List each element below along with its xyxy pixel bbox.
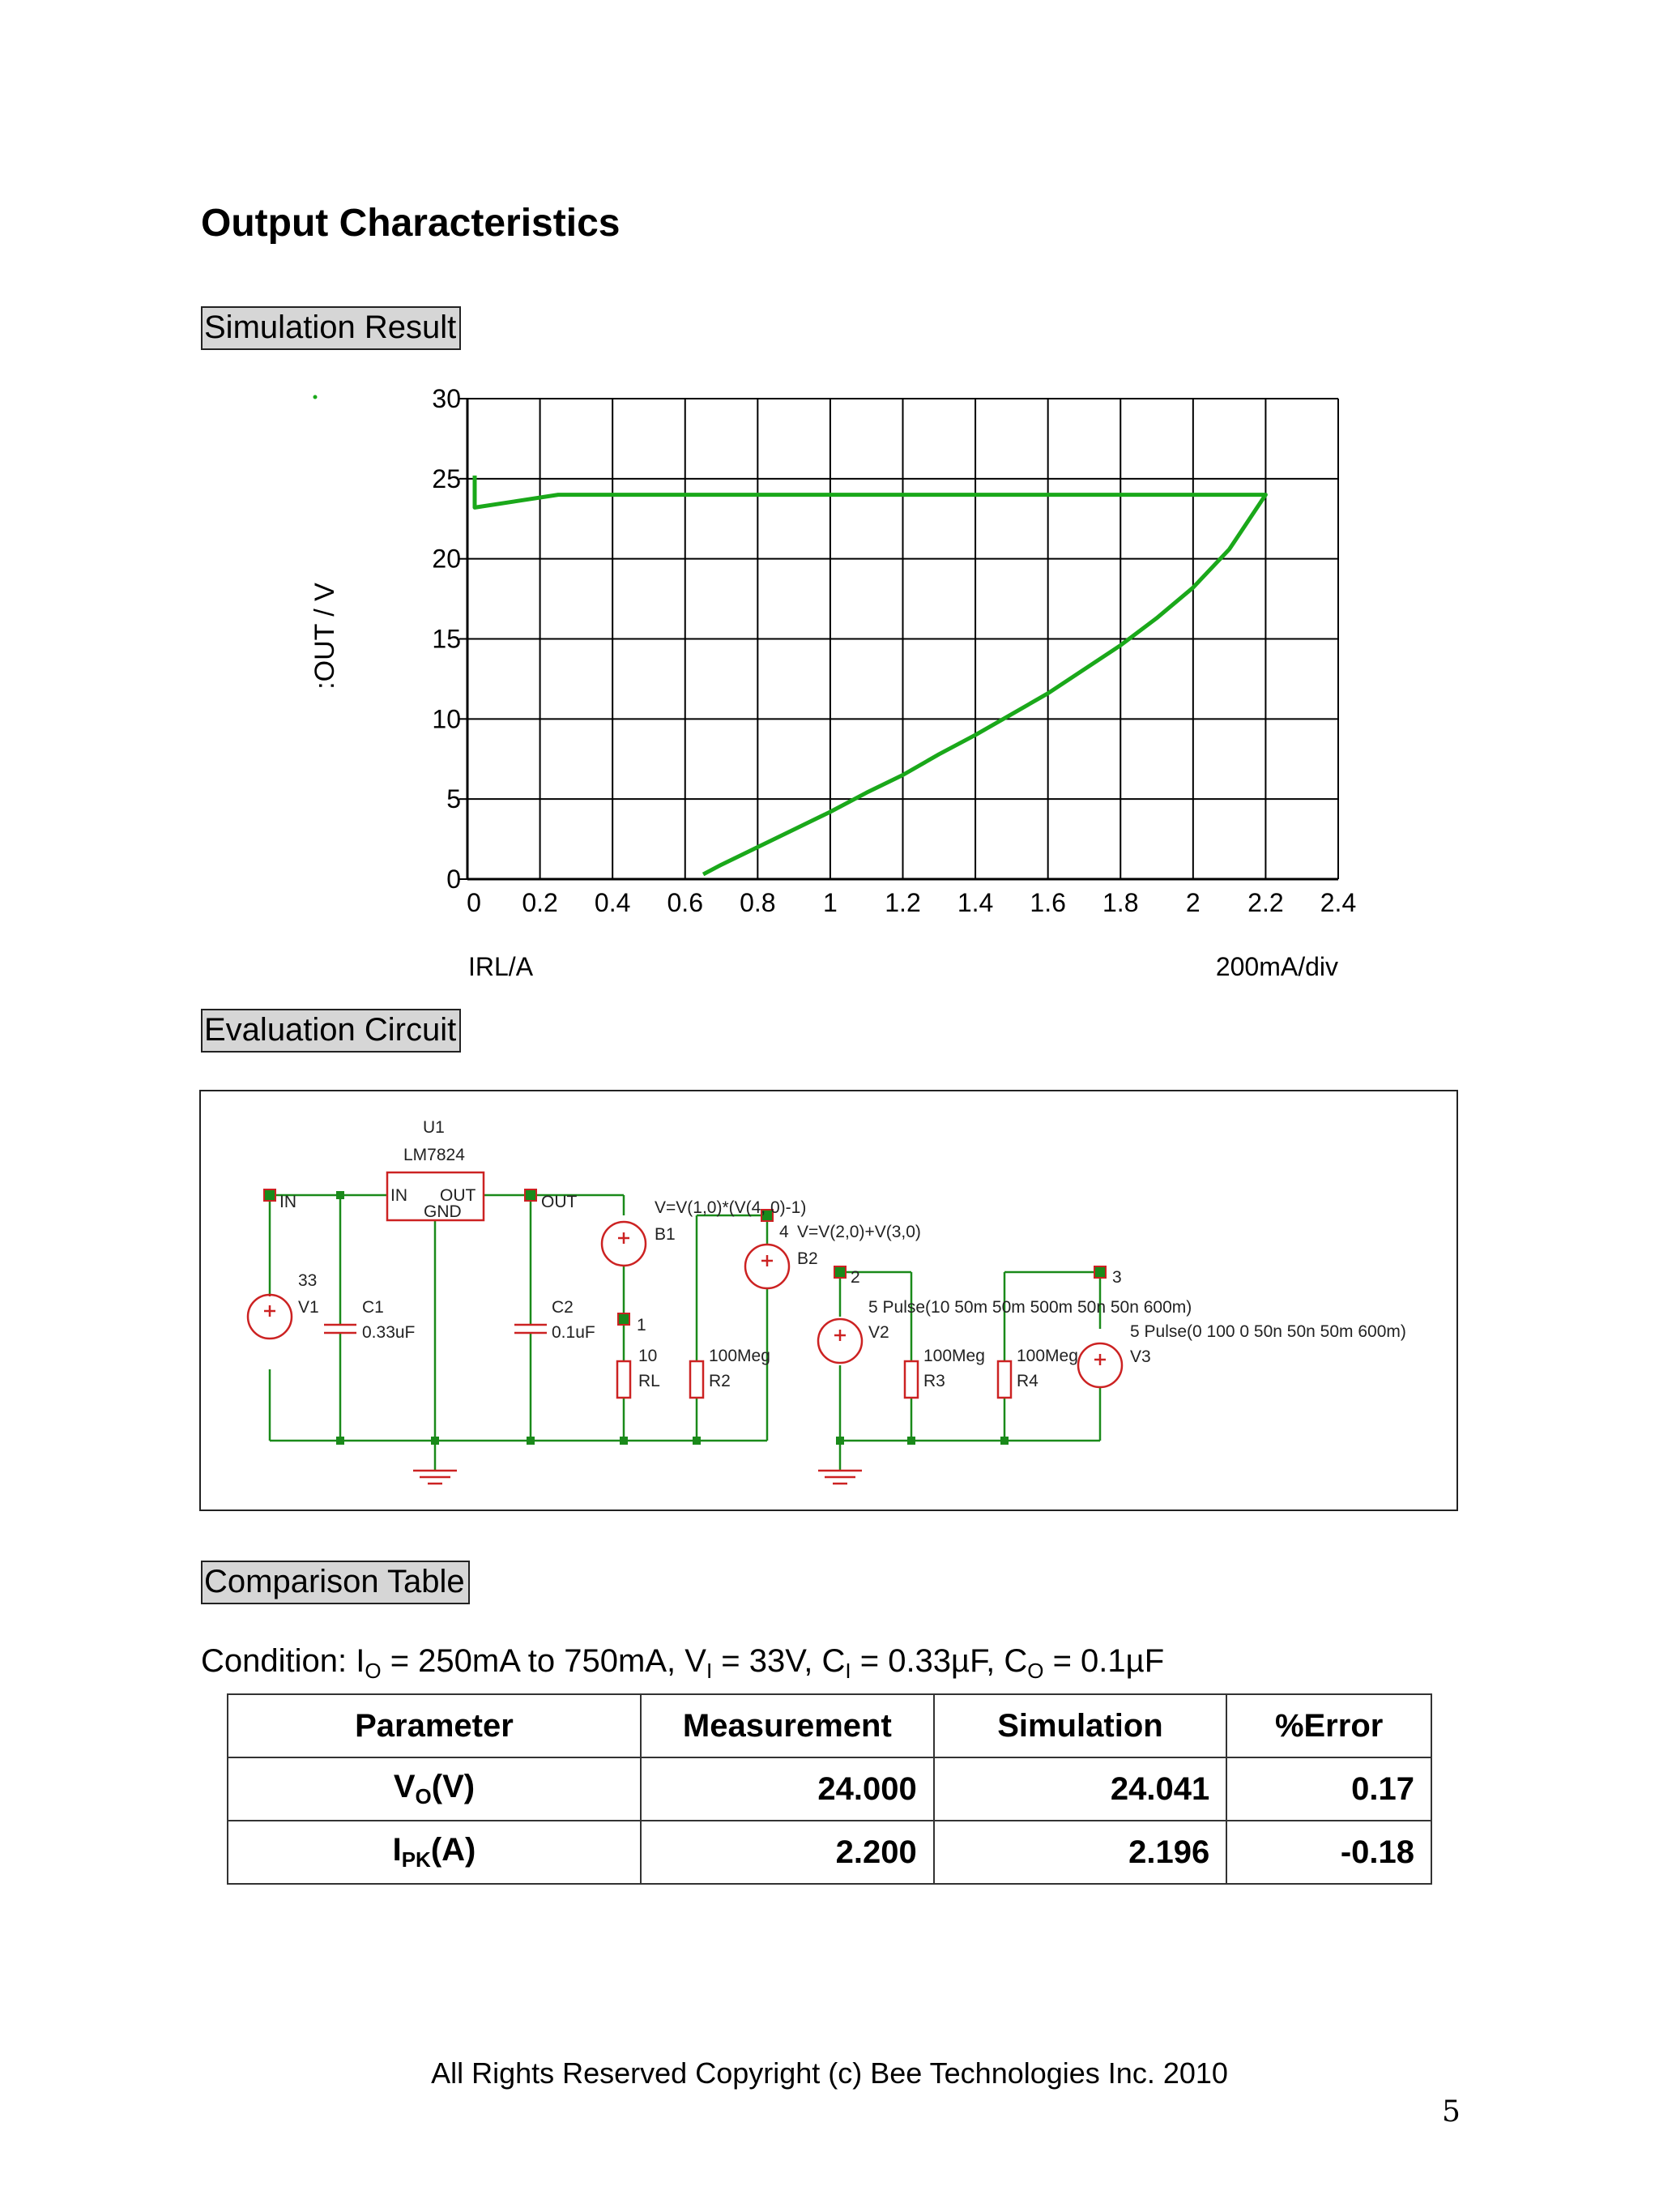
r4-label: R4 [1017, 1372, 1038, 1390]
x-tick-label: 0.8 [740, 888, 776, 917]
param-cell: $I_{PK}(A)$ [228, 1821, 641, 1884]
y-tick-label: 30 [432, 384, 461, 413]
x-tick-label: 0 [467, 888, 481, 917]
table-header-row [228, 1694, 1431, 1757]
y-tick-label: 25 [432, 463, 461, 493]
header-parameter: Parameter [228, 1694, 641, 1757]
v3-value: 5 Pulse(0 100 0 50n 50n 50m 600m) [1130, 1322, 1406, 1341]
x-tick-label: 2.4 [1320, 888, 1357, 917]
x-tick-label: 0.2 [522, 888, 558, 917]
v1-label: V1 [298, 1298, 319, 1317]
v1-value: 33 [298, 1271, 318, 1290]
x-tick-label: 1 [823, 888, 838, 917]
x-tick-label: 2 [1185, 888, 1201, 917]
c1-label: C1 [362, 1298, 384, 1317]
r3-value: 100Meg [923, 1347, 985, 1365]
b1-expression: V=V(1,0)*(V(4, 0)-1) [655, 1198, 807, 1217]
param-cell: $V_O(V)$ [228, 1757, 641, 1821]
simulation-cell: 2.196 [934, 1821, 1227, 1884]
rl-value: 10 [638, 1347, 658, 1365]
header-error: %Error [1226, 1694, 1431, 1757]
u1-pin-out: OUT [440, 1186, 476, 1205]
b2-label: B2 [797, 1249, 818, 1268]
r4-value: 100Meg [1017, 1347, 1078, 1365]
x-tick-label: 2.2 [1247, 888, 1284, 917]
table-row [228, 1757, 1431, 1821]
simulation-cell: 24.041 [934, 1757, 1227, 1821]
r2-label: R2 [709, 1372, 731, 1390]
section-evaluation-circuit: Evaluation Circuit [201, 1009, 461, 1053]
r3-label: R3 [923, 1372, 945, 1390]
table-row [228, 1821, 1431, 1884]
r2-value: 100Meg [709, 1347, 770, 1365]
y-tick-label: 5 [446, 784, 461, 814]
page-title: Output Characteristics [201, 202, 621, 245]
v2-label: V2 [868, 1323, 889, 1342]
scale-note: 200mA/div [1215, 952, 1338, 981]
error-cell: -0.18 [1226, 1821, 1431, 1884]
u1-part-label: LM7824 [403, 1146, 465, 1164]
comparison-table [227, 1693, 1432, 1885]
footer-copyright: All Rights Reserved Copyright (c) Bee Technologies Inc. 2010 [431, 2056, 1228, 2090]
b2-expression: V=V(2,0)+V(3,0) [797, 1223, 921, 1241]
x-tick-label: 1.8 [1102, 888, 1139, 917]
node-2-label: 2 [851, 1268, 860, 1287]
c2-label: C2 [552, 1298, 574, 1317]
x-axis-label: IRL/A [468, 952, 534, 981]
y-tick-label: 0 [446, 865, 461, 894]
net-out-label: OUT [541, 1193, 578, 1211]
node-1-label: 1 [637, 1316, 646, 1334]
v2-value: 5 Pulse(10 50m 50m 500m 50n 50n 600m) [868, 1298, 1192, 1317]
section-comparison-table: Comparison Table [201, 1561, 470, 1604]
c2-value: 0.1uF [552, 1323, 595, 1342]
u1-pin-in: IN [390, 1186, 407, 1205]
rl-label: RL [638, 1372, 660, 1390]
y-tick-label: 10 [432, 704, 461, 734]
u1-label: U1 [423, 1118, 445, 1137]
x-tick-label: 1.2 [885, 888, 921, 917]
node-3-label: 3 [1112, 1268, 1122, 1287]
error-cell: 0.17 [1226, 1757, 1431, 1821]
header-measurement: Measurement [641, 1694, 934, 1757]
x-tick-label: 0.4 [594, 888, 631, 917]
x-tick-label: 0.6 [667, 888, 703, 917]
section-simulation-result: Simulation Result [201, 306, 461, 350]
page-number: 5 [1442, 2095, 1461, 2129]
v3-label: V3 [1130, 1347, 1151, 1366]
node-4-label: 4 [779, 1223, 789, 1241]
y-tick-label: 20 [432, 544, 461, 574]
u1-pin-gnd: GND [424, 1202, 462, 1221]
y-axis-label: :OUT / V [309, 583, 340, 690]
x-tick-label: 1.4 [957, 888, 994, 917]
b1-label: B1 [655, 1225, 676, 1244]
measurement-cell: 2.200 [641, 1821, 934, 1884]
measurement-cell: 24.000 [641, 1757, 934, 1821]
net-in-label: IN [279, 1193, 296, 1211]
header-simulation: Simulation [934, 1694, 1227, 1757]
c1-value: 0.33uF [362, 1323, 416, 1342]
y-tick-label: 15 [432, 624, 461, 654]
x-tick-label: 1.6 [1030, 888, 1066, 917]
comparison-condition: Condition: $I_O = 250mA$ to 750mA, $V_I = 33V$, $C_I = 0.33\mu F$, $C_O = 0.1\mu F$ [201, 1643, 1165, 1683]
